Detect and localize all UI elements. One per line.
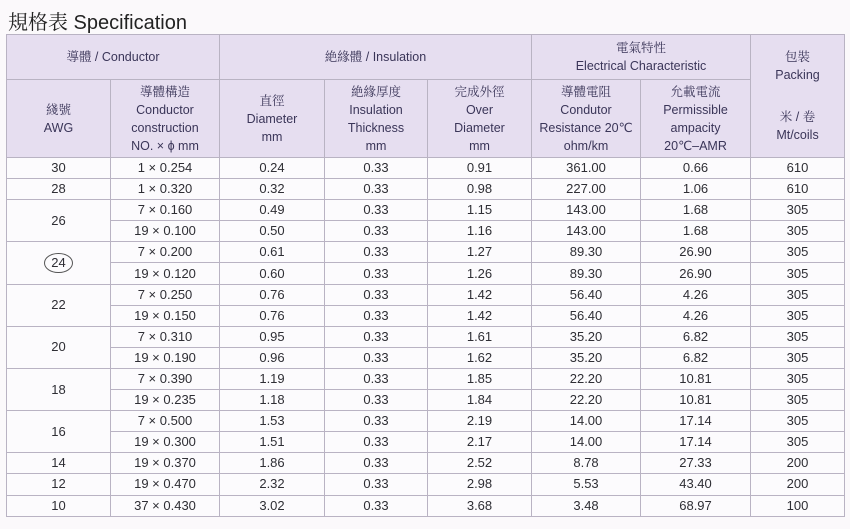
diameter-cell: 1.86 [220,453,325,474]
packing-cell: 305 [751,368,845,389]
resistance-cell: 22.20 [532,390,641,411]
construction-cell: 19 × 0.100 [111,221,220,242]
ampacity-cell: 1.68 [641,200,751,221]
packing-cell: 305 [751,284,845,305]
outer-diameter-cell: 1.15 [428,200,532,221]
diameter-cell: 1.53 [220,411,325,432]
ampacity-cell: 68.97 [641,495,751,516]
outer-diameter-cell: 0.91 [428,158,532,179]
diameter-cell: 0.50 [220,221,325,242]
awg-cell: 12 [7,474,111,495]
construction-cell: 19 × 0.470 [111,474,220,495]
table-row [7,326,845,347]
packing-cell: 100 [751,495,845,516]
ampacity-cell: 0.66 [641,158,751,179]
diameter-cell: 1.19 [220,368,325,389]
diameter-label-zh: 直徑 [259,93,285,108]
ampacity-cell: 17.14 [641,432,751,453]
outer-diameter-cell: 2.52 [428,453,532,474]
current-unit: 20℃–AMR [664,138,727,153]
table-row [7,368,845,389]
packing-cell: 305 [751,432,845,453]
resistance-cell: 56.40 [532,284,641,305]
outer-diameter-cell: 1.26 [428,263,532,284]
ampacity-cell: 1.68 [641,221,751,242]
thickness-cell: 0.33 [325,368,428,389]
construction-cell: 19 × 0.370 [111,453,220,474]
table-row [7,390,845,411]
table-row [7,474,845,495]
construction-cell: 19 × 0.190 [111,347,220,368]
awg-cell: 20 [7,326,111,368]
ampacity-cell: 1.06 [641,179,751,200]
packing-cell: 610 [751,179,845,200]
resistance-cell: 3.48 [532,495,641,516]
resistance-header [532,80,641,158]
thickness-cell: 0.33 [325,200,428,221]
resistance-cell: 227.00 [532,179,641,200]
outer-diameter-cell: 1.42 [428,305,532,326]
diameter-header [220,80,325,158]
packing-header [751,35,845,158]
awg-cell: 26 [7,200,111,242]
conductor-group-header [7,35,220,80]
specification-table [6,34,845,517]
thickness-cell: 0.33 [325,158,428,179]
resistance-label-zh: 導體電阻 [561,84,612,99]
ampacity-cell: 43.40 [641,474,751,495]
table-row [7,158,845,179]
electrical-group-label-zh: 電氣特性 [616,41,667,55]
awg-label-en: AWG [43,120,74,135]
page-title: 規格表 Specification [8,12,187,34]
awg-cell: 30 [7,158,111,179]
construction-cell: 7 × 0.250 [111,284,220,305]
outer-diameter-cell: 1.61 [428,326,532,347]
packing-cell: 610 [751,158,845,179]
ampacity-cell: 6.82 [641,326,751,347]
table-row [7,200,845,221]
packing-label-zh: 包裝 [785,50,811,64]
table-row [7,495,845,516]
construction-label-en1: Conductor [136,102,194,117]
outer-diameter-cell: 1.62 [428,347,532,368]
construction-cell: 7 × 0.310 [111,326,220,347]
outer-diameter-cell: 1.16 [428,221,532,242]
diameter-cell: 0.76 [220,284,325,305]
diameter-cell: 0.32 [220,179,325,200]
outer-diameter-cell: 1.84 [428,390,532,411]
current-label-en1: Permissible [663,102,728,117]
construction-cell: 19 × 0.120 [111,263,220,284]
resistance-cell: 14.00 [532,411,641,432]
table-row [7,411,845,432]
table-row [7,263,845,284]
packing-unit-en: Mt/coils [776,128,819,142]
awg-circled-value: 24 [44,253,72,273]
construction-cell: 19 × 0.150 [111,305,220,326]
thickness-header [325,80,428,158]
packing-label-en: Packing [775,68,820,82]
diameter-cell: 0.95 [220,326,325,347]
outer-label-en2: Diameter [454,120,505,135]
diameter-cell: 2.32 [220,474,325,495]
thickness-cell: 0.33 [325,242,428,263]
outer-diameter-cell: 1.27 [428,242,532,263]
thickness-cell: 0.33 [325,347,428,368]
thickness-label-en2: Thickness [347,120,405,135]
construction-cell: 7 × 0.160 [111,200,220,221]
construction-unit: NO. × ϕ mm [131,138,199,153]
thickness-cell: 0.33 [325,453,428,474]
packing-cell: 305 [751,221,845,242]
construction-cell: 7 × 0.500 [111,411,220,432]
packing-unit-zh: 米 / 卷 [779,110,816,124]
diameter-cell: 0.24 [220,158,325,179]
diameter-cell: 0.61 [220,242,325,263]
packing-cell: 305 [751,411,845,432]
construction-cell: 1 × 0.254 [111,158,220,179]
diameter-unit: mm [261,129,283,144]
thickness-cell: 0.33 [325,411,428,432]
construction-cell: 37 × 0.430 [111,495,220,516]
construction-header [111,80,220,158]
diameter-label-en: Diameter [246,111,298,126]
awg-label-zh: 綫號 [45,102,71,117]
diameter-cell: 0.49 [220,200,325,221]
awg-cell: 16 [7,411,111,453]
thickness-cell: 0.33 [325,474,428,495]
current-label-en2: ampacity [670,120,721,135]
awg-cell: 18 [7,368,111,410]
resistance-cell: 143.00 [532,221,641,242]
insulation-group-label: 絶緣體 / Insulation [324,50,427,64]
electrical-group-header [532,35,751,80]
packing-cell: 305 [751,326,845,347]
conductor-group-label: 導體 / Conductor [66,50,160,64]
outer-diameter-header [428,80,532,158]
awg-cell: 14 [7,453,111,474]
packing-cell: 200 [751,474,845,495]
outer-label-en1: Over [465,102,494,117]
ampacity-cell: 10.81 [641,368,751,389]
ampacity-header [641,80,751,158]
diameter-cell: 3.02 [220,495,325,516]
packing-cell: 305 [751,390,845,411]
outer-diameter-cell: 1.42 [428,284,532,305]
construction-cell: 7 × 0.390 [111,368,220,389]
table-row [7,179,845,200]
electrical-group-label-en: Electrical Characteristic [575,59,707,73]
ampacity-cell: 6.82 [641,347,751,368]
resistance-cell: 56.40 [532,305,641,326]
packing-cell: 305 [751,242,845,263]
table-row [7,284,845,305]
ampacity-cell: 26.90 [641,242,751,263]
resistance-label-en2: Resistance 20℃ [539,120,633,135]
thickness-cell: 0.33 [325,326,428,347]
resistance-unit: ohm/km [563,138,609,153]
diameter-cell: 1.18 [220,390,325,411]
construction-label-zh: 導體構造 [139,84,190,99]
construction-cell: 1 × 0.320 [111,179,220,200]
outer-diameter-cell: 1.85 [428,368,532,389]
resistance-cell: 5.53 [532,474,641,495]
resistance-cell: 143.00 [532,200,641,221]
outer-unit: mm [469,138,490,153]
awg-cell: 28 [7,179,111,200]
outer-diameter-cell: 2.98 [428,474,532,495]
construction-cell: 7 × 0.200 [111,242,220,263]
ampacity-cell: 10.81 [641,390,751,411]
resistance-cell: 89.30 [532,263,641,284]
table-row [7,242,845,263]
awg-cell: 10 [7,495,111,516]
table-row [7,347,845,368]
packing-cell: 200 [751,453,845,474]
thickness-label-zh: 絶緣厚度 [350,84,401,99]
insulation-group-header [220,35,532,80]
awg-cell: 22 [7,284,111,326]
resistance-cell: 22.20 [532,368,641,389]
thickness-cell: 0.33 [325,263,428,284]
thickness-label-en1: Insulation [349,102,403,117]
table-row [7,221,845,242]
thickness-cell: 0.33 [325,432,428,453]
ampacity-cell: 4.26 [641,284,751,305]
outer-diameter-cell: 2.17 [428,432,532,453]
ampacity-cell: 27.33 [641,453,751,474]
resistance-cell: 14.00 [532,432,641,453]
thickness-cell: 0.33 [325,495,428,516]
diameter-cell: 0.60 [220,263,325,284]
outer-label-zh: 完成外徑 [454,84,505,99]
resistance-label-en1: Condutor [560,102,612,117]
table-row [7,453,845,474]
resistance-cell: 35.20 [532,347,641,368]
awg-cell [7,242,111,284]
packing-cell: 305 [751,200,845,221]
thickness-cell: 0.33 [325,179,428,200]
resistance-cell: 361.00 [532,158,641,179]
diameter-cell: 0.96 [220,347,325,368]
thickness-cell: 0.33 [325,305,428,326]
diameter-cell: 0.76 [220,305,325,326]
table-row [7,305,845,326]
thickness-cell: 0.33 [325,390,428,411]
outer-diameter-cell: 3.68 [428,495,532,516]
resistance-cell: 35.20 [532,326,641,347]
resistance-cell: 89.30 [532,242,641,263]
ampacity-cell: 17.14 [641,411,751,432]
awg-header [7,80,111,158]
ampacity-cell: 4.26 [641,305,751,326]
resistance-cell: 8.78 [532,453,641,474]
outer-diameter-cell: 2.19 [428,411,532,432]
packing-cell: 305 [751,305,845,326]
ampacity-cell: 26.90 [641,263,751,284]
thickness-unit: mm [365,138,387,153]
current-label-zh: 允載電流 [670,84,721,99]
outer-diameter-cell: 0.98 [428,179,532,200]
packing-cell: 305 [751,263,845,284]
thickness-cell: 0.33 [325,221,428,242]
thickness-cell: 0.33 [325,284,428,305]
construction-cell: 19 × 0.235 [111,390,220,411]
table-row [7,432,845,453]
diameter-cell: 1.51 [220,432,325,453]
construction-label-en2: construction [131,120,199,135]
packing-cell: 305 [751,347,845,368]
construction-cell: 19 × 0.300 [111,432,220,453]
